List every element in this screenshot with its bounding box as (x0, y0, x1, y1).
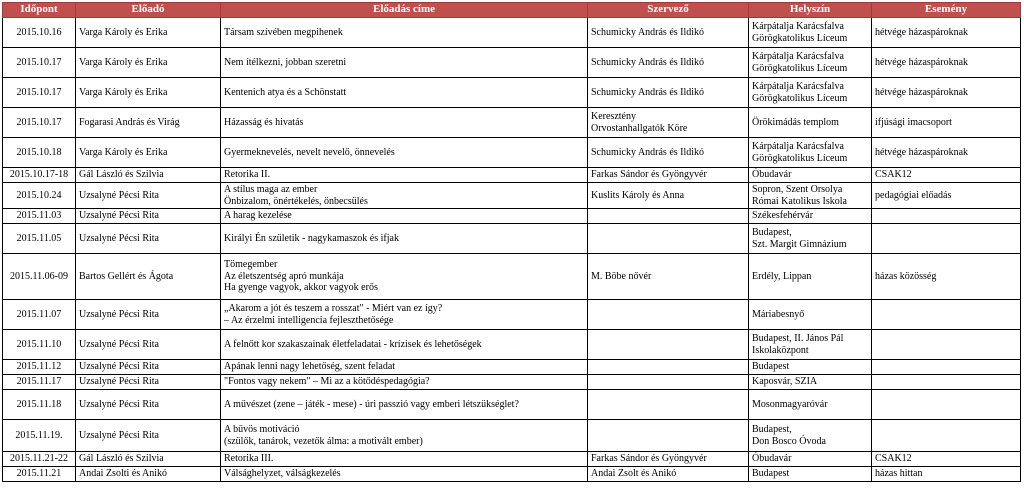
location-cell (749, 330, 872, 360)
location-cell (749, 183, 872, 209)
title-cell-line: A stílus maga az ember (224, 184, 318, 195)
organizer-cell (588, 48, 749, 78)
title-cell (221, 420, 588, 452)
location-cell-line: Óbudavár (752, 453, 792, 465)
organizer-cell (588, 300, 749, 330)
location-cell-line: Máriabesnyő (752, 308, 805, 320)
event-cell (872, 300, 1021, 330)
location-cell-line: Görögkatolikus Líceum (752, 152, 848, 164)
title-cell (221, 18, 588, 48)
date-cell: 2015.10.17 (3, 108, 76, 138)
location-cell-line: Kárpátalja Karácsfalva (752, 51, 844, 62)
location-cell-line: Görögkatolikus Líceum (752, 92, 848, 104)
title-cell-line: Nem ítélkezni, jobban szeretni (224, 56, 347, 68)
presenter-cell: Uzsalyné Pécsi Rita (76, 224, 221, 254)
title-cell-line: Retorika III. (224, 453, 274, 465)
title-cell (221, 168, 588, 183)
title-cell (221, 254, 588, 300)
presenter-cell: Uzsalyné Pécsi Rita (76, 390, 221, 420)
table-row (3, 375, 1021, 390)
presenter-cell: Andai Zsolti és Anikó (76, 467, 221, 482)
location-cell (749, 48, 872, 78)
title-cell-line: Házasság és hivatás (224, 116, 304, 128)
date-cell: 2015.10.17 (3, 78, 76, 108)
table-row (3, 300, 1021, 330)
presenter-cell: Uzsalyné Pécsi Rita (76, 183, 221, 209)
location-cell-line: Kaposvár, SZIA (752, 376, 818, 388)
title-cell (221, 48, 588, 78)
title-cell (221, 224, 588, 254)
table-row (3, 209, 1021, 224)
presenter-cell: Uzsalyné Pécsi Rita (76, 300, 221, 330)
title-cell (221, 183, 588, 209)
location-cell-line: Kárpátalja Karácsfalva (752, 81, 844, 92)
organizer-cell-line: Schumicky András és Ildikó (591, 56, 705, 68)
date-cell: 2015.10.24 (3, 183, 76, 209)
event-cell (872, 224, 1021, 254)
title-cell (221, 360, 588, 375)
location-cell (749, 420, 872, 452)
date-cell: 2015.11.12 (3, 360, 76, 375)
organizer-cell (588, 209, 749, 224)
date-cell: 2015.11.03 (3, 209, 76, 224)
location-cell-line: Iskolaközpont (752, 344, 809, 356)
organizer-cell-line: Keresztény (591, 111, 636, 122)
organizer-cell-line: Andai Zsolt és Anikó (591, 468, 677, 480)
presenter-cell: Bartos Gellért és Ágota (76, 254, 221, 300)
date-cell: 2015.11.10 (3, 330, 76, 360)
location-cell (749, 209, 872, 224)
title-cell-line: A harag kezelése (224, 210, 292, 222)
table-row (3, 168, 1021, 183)
event-cell: CSAK12 (872, 168, 1021, 183)
presenter-cell: Varga Károly és Erika (76, 138, 221, 168)
date-cell: 2015.11.21-22 (3, 452, 76, 467)
organizer-cell (588, 168, 749, 183)
title-cell (221, 108, 588, 138)
organizer-cell (588, 360, 749, 375)
title-cell (221, 138, 588, 168)
title-cell (221, 375, 588, 390)
title-cell (221, 330, 588, 360)
table-row (3, 254, 1021, 300)
event-cell (872, 390, 1021, 420)
title-cell (221, 452, 588, 467)
table-row (3, 330, 1021, 360)
event-cell (872, 360, 1021, 375)
title-cell-line: A művészet (zene – játék - mese) - úri passzió vagy emberi létszükséglet? (224, 398, 519, 410)
location-cell (749, 452, 872, 467)
organizer-cell-line: Kuslits Károly és Anna (591, 189, 685, 201)
location-cell-line: Budapest (752, 361, 790, 373)
title-cell (221, 78, 588, 108)
organizer-cell (588, 224, 749, 254)
location-cell-line: Görögkatolikus Líceum (752, 62, 848, 74)
location-cell (749, 138, 872, 168)
presenter-cell: Uzsalyné Pécsi Rita (76, 375, 221, 390)
title-cell-line: Válsághelyzet, válságkezelés (224, 468, 341, 480)
organizer-cell-line: Farkas Sándor és Gyöngyvér (591, 169, 707, 181)
event-cell: házas közösség (872, 254, 1021, 300)
organizer-cell-line: Farkas Sándor és Gyöngyvér (591, 453, 707, 465)
location-cell (749, 300, 872, 330)
location-cell (749, 224, 872, 254)
event-cell: hétvége házaspároknak (872, 138, 1021, 168)
title-cell-line: "Fontos vagy nekem" – Mi az a kötődéspedagógia? (224, 376, 430, 388)
location-cell-line: Római Katolikus Iskola (752, 195, 847, 207)
col-header-date: Időpont (3, 3, 76, 18)
col-header-title: Előadás címe (221, 3, 588, 18)
header-row (3, 3, 1021, 18)
location-cell-line: Óbudavár (752, 169, 792, 181)
event-cell (872, 209, 1021, 224)
location-cell-line: Don Bosco Óvoda (752, 435, 826, 447)
location-cell-line: Budapest, (752, 424, 792, 435)
title-cell-line: Az életszentség apró munkája (224, 270, 344, 282)
presenter-cell: Uzsalyné Pécsi Rita (76, 360, 221, 375)
location-cell (749, 390, 872, 420)
col-header-organizer: Szervező (588, 3, 749, 18)
location-cell (749, 360, 872, 375)
event-cell: házas hittan (872, 467, 1021, 482)
table-row (3, 78, 1021, 108)
location-cell (749, 168, 872, 183)
col-header-location: Helyszín (749, 3, 872, 18)
date-cell: 2015.10.17-18 (3, 168, 76, 183)
title-cell (221, 209, 588, 224)
title-cell-line: Tömegember (224, 259, 278, 271)
organizer-cell-line: Schumicky András és Ildikó (591, 26, 705, 38)
location-cell-line: Sopron, Szent Orsolya (752, 184, 843, 195)
location-cell-line: Mosonmagyaróvár (752, 398, 828, 410)
event-cell: CSAK12 (872, 452, 1021, 467)
title-cell-line: (szülők, tanárok, vezetők álma: a motivált ember) (224, 435, 423, 447)
location-cell (749, 254, 872, 300)
organizer-cell (588, 390, 749, 420)
title-cell-line: „Akarom a jót és teszem a rosszat" - Miért van ez így? (224, 303, 443, 314)
table-row (3, 18, 1021, 48)
organizer-cell (588, 138, 749, 168)
organizer-cell (588, 330, 749, 360)
date-cell: 2015.11.07 (3, 300, 76, 330)
table-row (3, 467, 1021, 482)
event-cell: hétvége házaspároknak (872, 78, 1021, 108)
title-cell (221, 390, 588, 420)
organizer-cell (588, 254, 749, 300)
organizer-cell-line: Orvostanhallgatók Köre (591, 122, 688, 134)
title-cell-line: A bűvös motiváció (224, 424, 300, 435)
location-cell-line: Kárpátalja Karácsfalva (752, 141, 844, 152)
organizer-cell (588, 18, 749, 48)
presenter-cell: Gál László és Szilvia (76, 452, 221, 467)
title-cell-line: Önbizalom, önértékelés, önbecsülés (224, 195, 368, 207)
location-cell-line: Budapest (752, 468, 790, 480)
title-cell-line: Retorika II. (224, 169, 271, 181)
location-cell (749, 108, 872, 138)
title-cell (221, 467, 588, 482)
location-cell-line: Szt. Margit Gimnázium (752, 238, 847, 250)
date-cell: 2015.11.17 (3, 375, 76, 390)
presenter-cell: Varga Károly és Erika (76, 78, 221, 108)
presenter-cell: Uzsalyné Pécsi Rita (76, 209, 221, 224)
location-cell-line: Erdély, Lippan (752, 270, 812, 282)
date-cell: 2015.11.05 (3, 224, 76, 254)
table-row (3, 138, 1021, 168)
organizer-cell (588, 375, 749, 390)
date-cell: 2015.11.06-09 (3, 254, 76, 300)
date-cell: 2015.10.16 (3, 18, 76, 48)
date-cell: 2015.11.19. (3, 420, 76, 452)
event-cell (872, 375, 1021, 390)
col-header-presenter: Előadó (76, 3, 221, 18)
location-cell-line: Görögkatolikus Líceum (752, 32, 848, 44)
title-cell-line: Gyermeknevelés, nevelt nevelő, önnevelés (224, 146, 395, 158)
table-row (3, 183, 1021, 209)
event-cell: hétvége házaspároknak (872, 18, 1021, 48)
presenter-cell: Uzsalyné Pécsi Rita (76, 420, 221, 452)
organizer-cell (588, 78, 749, 108)
title-cell-line: Kentenich atya és a Schönstatt (224, 86, 347, 98)
organizer-cell (588, 183, 749, 209)
table-row (3, 360, 1021, 375)
event-cell: pedagógiai előadás (872, 183, 1021, 209)
title-cell-line: Ha gyenge vagyok, akkor vagyok erős (224, 282, 378, 294)
presenter-cell: Uzsalyné Pécsi Rita (76, 330, 221, 360)
date-cell: 2015.10.18 (3, 138, 76, 168)
table-row (3, 390, 1021, 420)
date-cell: 2015.11.21 (3, 467, 76, 482)
events-table (2, 2, 1021, 482)
organizer-cell (588, 452, 749, 467)
organizer-cell-line: M. Böbe nővér (591, 270, 652, 282)
table-row (3, 48, 1021, 78)
title-cell-line: A felnőtt kor szakaszainak életfeladatai - krízisek és lehetőségek (224, 338, 482, 350)
title-cell-line: Társam szívében megpihenek (224, 26, 343, 38)
table-row (3, 224, 1021, 254)
location-cell (749, 467, 872, 482)
title-cell-line: Apának lenni nagy lehetőség, szent feladat (224, 361, 396, 373)
event-cell: ifjúsági imacsoport (872, 108, 1021, 138)
location-cell (749, 78, 872, 108)
organizer-cell (588, 108, 749, 138)
event-cell (872, 420, 1021, 452)
location-cell (749, 18, 872, 48)
date-cell: 2015.10.17 (3, 48, 76, 78)
presenter-cell: Varga Károly és Erika (76, 48, 221, 78)
table-row (3, 420, 1021, 452)
event-cell: hétvége házaspároknak (872, 48, 1021, 78)
location-cell (749, 375, 872, 390)
presenter-cell: Gál László és Szilvia (76, 168, 221, 183)
date-cell: 2015.11.18 (3, 390, 76, 420)
organizer-cell (588, 467, 749, 482)
location-cell-line: Örökimádás templom (752, 116, 839, 128)
table-row (3, 452, 1021, 467)
table-body (3, 18, 1021, 482)
table-row (3, 108, 1021, 138)
presenter-cell: Fogarasi András és Virág (76, 108, 221, 138)
title-cell (221, 300, 588, 330)
organizer-cell (588, 420, 749, 452)
organizer-cell-line: Schumicky András és Ildikó (591, 146, 705, 158)
organizer-cell-line: Schumicky András és Ildikó (591, 86, 705, 98)
location-cell-line: Budapest, II. János Pál (752, 333, 844, 344)
event-cell (872, 330, 1021, 360)
title-cell-line: – Az érzelmi intelligencia fejleszthetősége (224, 314, 394, 326)
col-header-event: Esemény (872, 3, 1021, 18)
location-cell-line: Kárpátalja Karácsfalva (752, 21, 844, 32)
title-cell-line: Királyi Én születik - nagykamaszok és ifjak (224, 232, 399, 244)
presenter-cell: Varga Károly és Erika (76, 18, 221, 48)
location-cell-line: Székesfehérvár (752, 210, 814, 222)
location-cell-line: Budapest, (752, 227, 792, 238)
